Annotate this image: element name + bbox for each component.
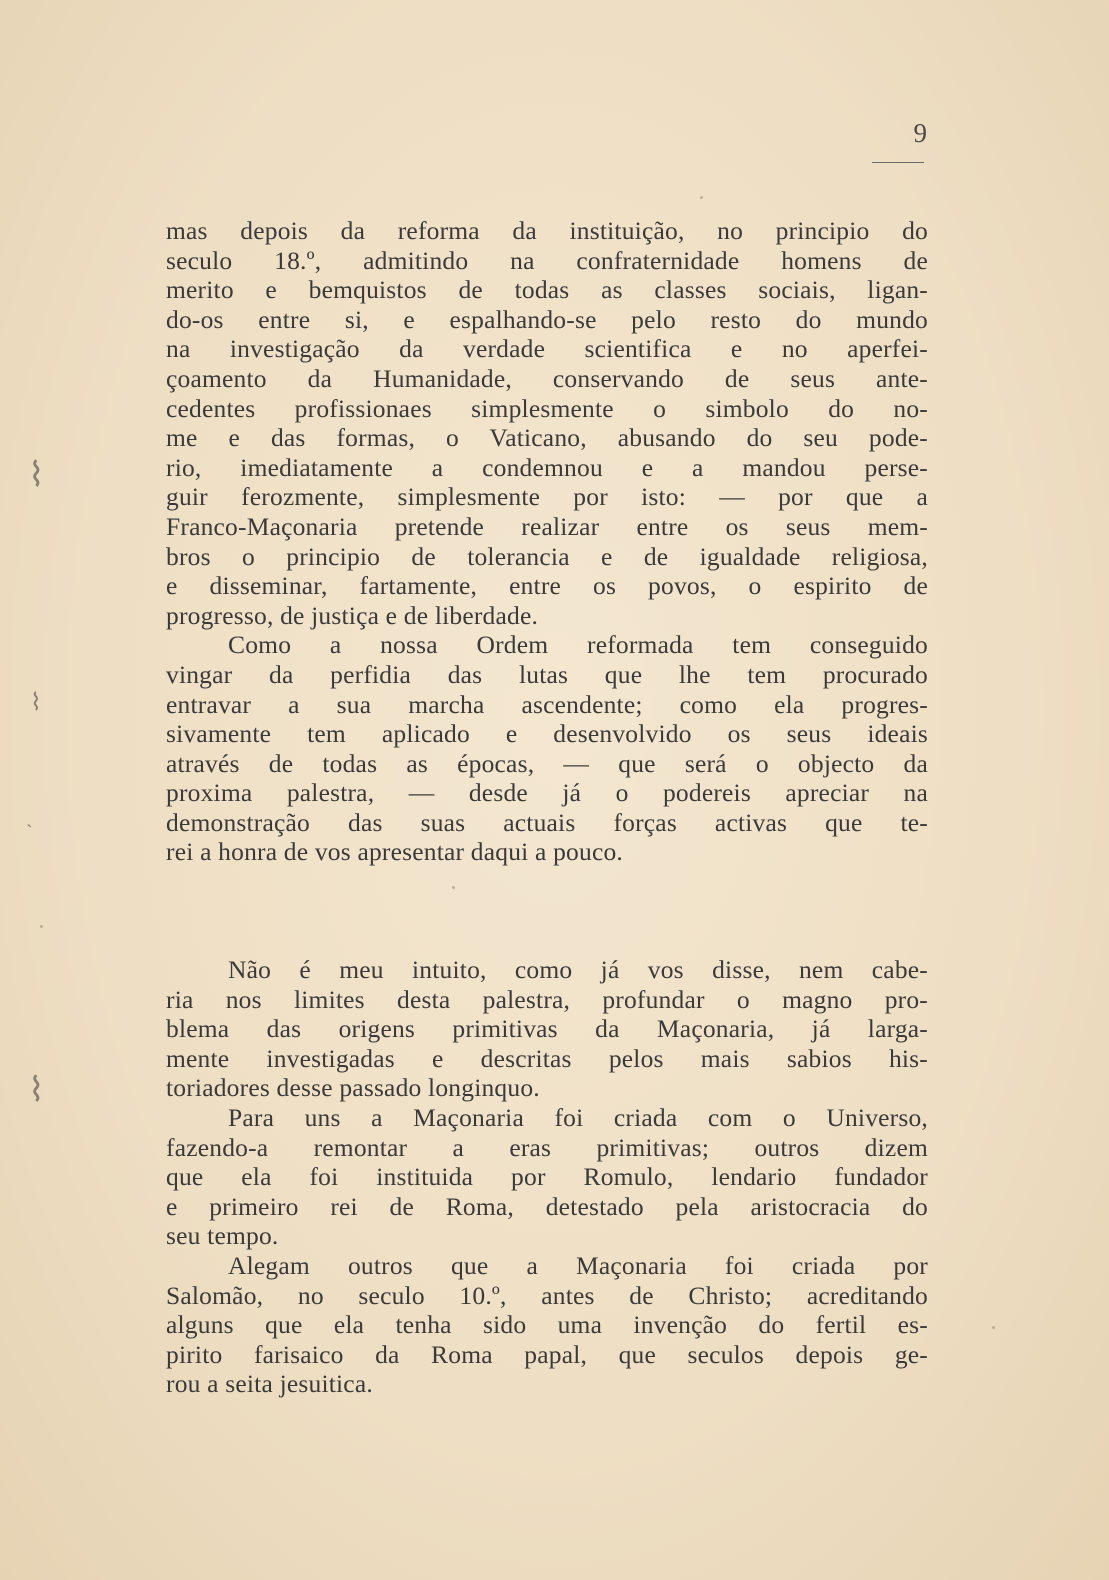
text-line: Alegam outros que a Maçonaria foi criada por <box>228 1250 928 1280</box>
text-line: que ela foi instituida por Romulo, lendario fundador <box>166 1162 928 1192</box>
text-line: me e das formas, o Vaticano, abusando do seu pode- <box>166 423 928 453</box>
text-line: alguns que ela tenha sido uma invenção do fertil es- <box>166 1310 928 1340</box>
text-line: sivamente tem aplicado e desenvolvido os seus ideais <box>166 719 928 749</box>
text-line: rei a honra de vos apresentar daqui a pouco. <box>166 837 623 867</box>
text-line: demonstração das suas actuais forças activas que te- <box>166 807 928 837</box>
text-line: toriadores desse passado longinquo. <box>166 1073 540 1103</box>
paper-speck <box>700 196 703 199</box>
margin-pencil-mark: ˎ <box>26 806 33 828</box>
text-line: através de todas as épocas, — que será o objecto da <box>166 748 928 778</box>
page-number: 9 <box>913 118 927 148</box>
text-line: fazendo-a remontar a eras primitivas; outros dizem <box>166 1132 928 1162</box>
page-number-rule <box>872 162 924 163</box>
text-line: Para uns a Maçonaria foi criada com o Universo, <box>228 1102 928 1132</box>
paper-speck <box>992 1326 995 1329</box>
text-block-2 <box>166 955 928 1399</box>
text-line: seu tempo. <box>166 1221 279 1251</box>
text-line: bros o principio de tolerancia e de igualdade religiosa, <box>166 541 928 571</box>
text-line: do-os entre si, e espalhando-se pelo resto do mundo <box>166 304 928 334</box>
text-line: merito e bemquistos de todas as classes sociais, ligan- <box>166 275 928 305</box>
text-line: e primeiro rei de Roma, detestado pela aristocracia do <box>166 1191 928 1221</box>
text-line: rou a seita jesuitica. <box>166 1369 373 1399</box>
text-line: cedentes profissionaes simplesmente o simbolo do no- <box>166 393 928 423</box>
text-line: guir ferozmente, simplesmente por isto: — por que a <box>166 482 928 512</box>
text-line: ria nos limites desta palestra, profundar o magno pro- <box>166 984 928 1014</box>
text-line: pirito farisaico da Roma papal, que seculos depois ge- <box>166 1339 928 1369</box>
paper-speck <box>40 925 43 928</box>
margin-pencil-mark: ⌇ <box>28 457 45 494</box>
text-line: Como a nossa Ordem reformada tem conseguido <box>228 630 928 660</box>
margin-pencil-mark: ⌇ <box>28 1072 45 1109</box>
margin-pencil-mark: ⌇ <box>30 690 42 716</box>
text-line: Salomão, no seculo 10.º, antes de Christo; acreditando <box>166 1280 928 1310</box>
text-line: entravar a sua marcha ascendente; como ela progres- <box>166 689 928 719</box>
text-block-1 <box>166 216 928 867</box>
text-line: mas depois da reforma da instituição, no principio do <box>166 216 928 245</box>
text-line: mente investigadas e descritas pelos mais sabios his- <box>166 1043 928 1073</box>
text-line: rio, imediatamente a condemnou e a mandou perse- <box>166 452 928 482</box>
text-line: Franco-Maçonaria pretende realizar entre os seus mem- <box>166 511 928 541</box>
text-line: progresso, de justiça e de liberdade. <box>166 600 539 630</box>
text-line: çoamento da Humanidade, conservando de seus ante- <box>166 363 928 393</box>
text-line: vingar da perfidia das lutas que lhe tem procurado <box>166 659 928 689</box>
text-line: blema das origens primitivas da Maçonaria, já larga- <box>166 1014 928 1044</box>
text-line: seculo 18.º, admitindo na confraternidade homens de <box>166 245 928 275</box>
text-line: proxima palestra, — desde já o podereis apreciar na <box>166 778 928 808</box>
text-line: na investigação da verdade scientifica e no aperfei- <box>166 334 928 364</box>
text-line: e disseminar, fartamente, entre os povos, o espirito de <box>166 571 928 601</box>
paper-speck <box>452 886 455 889</box>
text-line: Não é meu intuito, como já vos disse, nem cabe- <box>228 955 928 984</box>
